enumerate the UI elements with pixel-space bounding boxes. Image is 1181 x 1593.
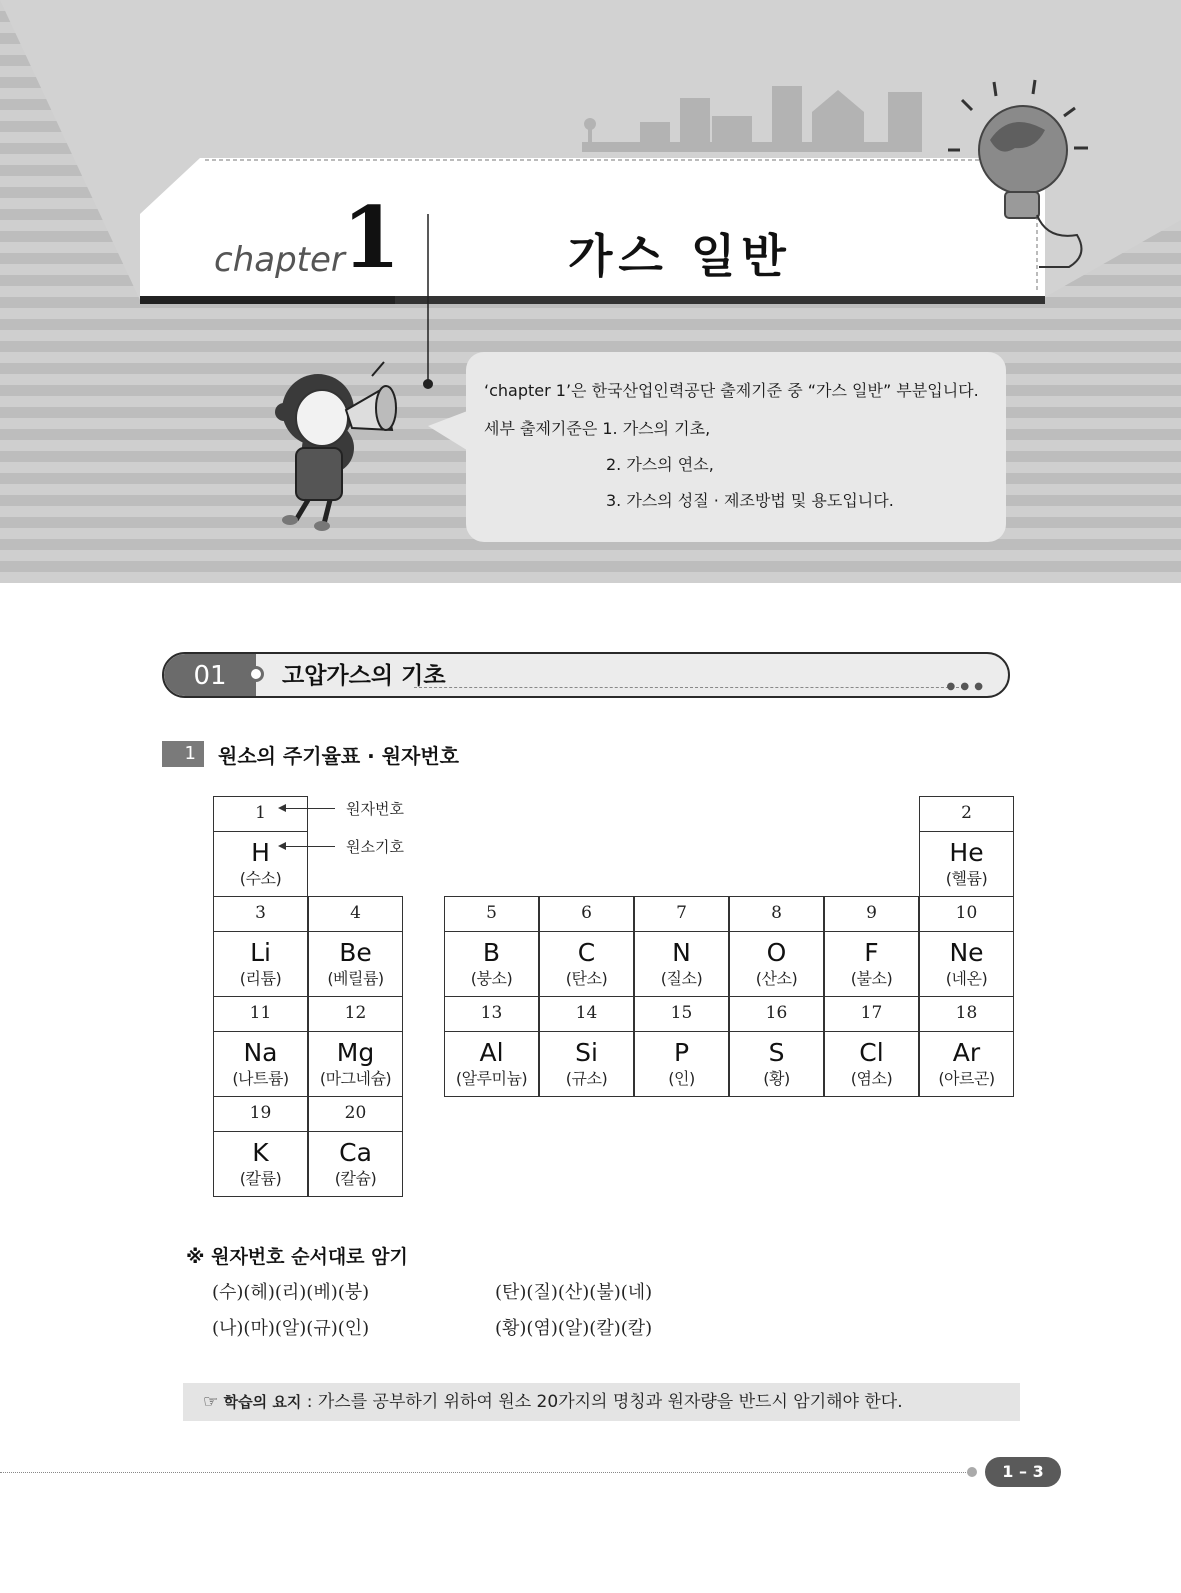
- footer-divider: [0, 1472, 972, 1473]
- memo-title: ※ 원자번호 순서대로 암기: [186, 1246, 408, 1268]
- element-cell: [213, 896, 308, 997]
- element-symbol: Be: [339, 938, 372, 967]
- section-heading: [162, 652, 1010, 698]
- element-name: (헬륨): [945, 869, 988, 888]
- element-cell: [444, 996, 539, 1097]
- element-name: (탄소): [565, 969, 608, 988]
- memo-row: (탄)(질)(산)(불)(네): [495, 1282, 653, 1303]
- memo-row: (수)(헤)(리)(베)(붕): [212, 1282, 370, 1303]
- element-atomic-number: 16: [730, 997, 823, 1032]
- element-atomic-number: 20: [309, 1097, 402, 1132]
- chapter-header: [0, 0, 1181, 583]
- element-symbol: Si: [575, 1038, 598, 1067]
- section-bullet-icon: [248, 666, 264, 682]
- element-name: (아르곤): [938, 1069, 995, 1088]
- element-name: (인): [668, 1069, 695, 1088]
- key-point-box: [183, 1383, 1020, 1421]
- element-cell: [308, 996, 403, 1097]
- chapter-label: chapter: [214, 240, 345, 280]
- header-illustration: [0, 0, 1181, 583]
- element-symbol: He: [949, 838, 984, 867]
- element-cell: [213, 996, 308, 1097]
- element-cell: [539, 896, 634, 997]
- element-atomic-number: 17: [825, 997, 918, 1032]
- element-name: (네온): [945, 969, 988, 988]
- chapter-title: 가스 일반: [568, 229, 792, 283]
- element-atomic-number: 3: [214, 897, 307, 932]
- element-name: (질소): [660, 969, 703, 988]
- element-symbol: Na: [243, 1038, 278, 1067]
- element-atomic-number: 4: [309, 897, 402, 932]
- element-name: (수소): [239, 869, 282, 888]
- element-cell: [444, 896, 539, 997]
- section-dots-icon: ● ● ●: [946, 681, 984, 692]
- section-number: 01: [164, 654, 256, 696]
- element-cell: [919, 896, 1014, 997]
- element-atomic-number: 14: [540, 997, 633, 1032]
- element-cell: [824, 896, 919, 997]
- element-name: (염소): [850, 1069, 893, 1088]
- element-cell: [729, 896, 824, 997]
- element-cell: [919, 796, 1014, 897]
- element-symbol: H: [251, 838, 270, 867]
- legend-atomic-number: 원자번호: [346, 800, 404, 818]
- element-name: (황): [763, 1069, 790, 1088]
- bubble-line-3: 2. 가스의 연소,: [606, 455, 714, 474]
- element-name: (리튬): [239, 969, 282, 988]
- legend-connector: [285, 846, 335, 847]
- element-symbol: O: [766, 938, 787, 967]
- subsection-title: 원소의 주기율표 · 원자번호: [218, 744, 460, 768]
- element-atomic-number: 9: [825, 897, 918, 932]
- element-symbol: N: [672, 938, 691, 967]
- element-symbol: S: [768, 1038, 785, 1067]
- element-name: (마그네슘): [319, 1069, 392, 1088]
- legend-symbol: 원소기호: [346, 838, 404, 856]
- element-atomic-number: 18: [920, 997, 1013, 1032]
- element-symbol: F: [864, 938, 879, 967]
- element-cell: [919, 996, 1014, 1097]
- city-skyline-icon: [582, 86, 922, 152]
- element-atomic-number: 15: [635, 997, 728, 1032]
- element-symbol: P: [673, 1038, 690, 1067]
- element-atomic-number: 13: [445, 997, 538, 1032]
- element-cell: [308, 896, 403, 997]
- element-symbol: Cl: [859, 1038, 884, 1067]
- element-atomic-number: 7: [635, 897, 728, 932]
- pointing-hand-icon: ☞: [203, 1392, 219, 1412]
- key-point-content: [203, 1383, 903, 1421]
- subsection-number: 1: [162, 741, 204, 767]
- element-name: (규소): [565, 1069, 608, 1088]
- footer-dot-icon: [967, 1467, 977, 1477]
- element-symbol: Al: [479, 1038, 504, 1067]
- element-atomic-number: 12: [309, 997, 402, 1032]
- memo-row: (나)(마)(알)(규)(인): [212, 1318, 370, 1339]
- element-symbol: Ne: [949, 938, 984, 967]
- element-name: (칼슘): [334, 1169, 377, 1188]
- element-symbol: Li: [250, 938, 271, 967]
- chapter-number: 1: [342, 188, 401, 287]
- element-cell: [308, 1096, 403, 1197]
- element-cell: [729, 996, 824, 1097]
- element-cell: [634, 996, 729, 1097]
- element-symbol: Ca: [339, 1138, 372, 1167]
- element-name: (베릴륨): [327, 969, 384, 988]
- page-number: 1 – 3: [985, 1457, 1061, 1487]
- bubble-line-1: ‘chapter 1’은 한국산업인력공단 출제기준 중 “가스 일반” 부분입니다.: [484, 381, 979, 400]
- element-cell: [634, 896, 729, 997]
- element-symbol: Ar: [952, 1038, 981, 1067]
- element-name: (붕소): [470, 969, 513, 988]
- legend-connector: [285, 808, 335, 809]
- element-symbol: K: [252, 1138, 269, 1167]
- element-atomic-number: 1: [214, 797, 307, 832]
- element-atomic-number: 10: [920, 897, 1013, 932]
- element-atomic-number: 11: [214, 997, 307, 1032]
- element-cell: [824, 996, 919, 1097]
- element-atomic-number: 2: [920, 797, 1013, 832]
- element-atomic-number: 5: [445, 897, 538, 932]
- key-point-text: : 가스를 공부하기 위하여 원소 20가지의 명칭과 원자량을 반드시 암기해야 한다.: [306, 1392, 903, 1412]
- key-point-label: 학습의 요지: [223, 1393, 302, 1411]
- element-name: (산소): [755, 969, 798, 988]
- element-name: (알루미늄): [455, 1069, 528, 1088]
- element-cell: [539, 996, 634, 1097]
- element-atomic-number: 6: [540, 897, 633, 932]
- element-cell: [213, 1096, 308, 1197]
- section-divider: [414, 687, 964, 688]
- element-symbol: B: [482, 938, 501, 967]
- bubble-line-2: 세부 출제기준은 1. 가스의 기초,: [484, 419, 711, 438]
- element-atomic-number: 8: [730, 897, 823, 932]
- memo-row: (황)(염)(알)(칼)(칼): [495, 1318, 653, 1339]
- section-title: 고압가스의 기초: [282, 663, 446, 689]
- element-name: (나트륨): [232, 1069, 289, 1088]
- element-atomic-number: 19: [214, 1097, 307, 1132]
- element-symbol: C: [577, 938, 596, 967]
- element-name: (칼륨): [239, 1169, 282, 1188]
- bubble-line-4: 3. 가스의 성질 · 제조방법 및 용도입니다.: [606, 491, 894, 510]
- element-name: (불소): [850, 969, 893, 988]
- element-symbol: Mg: [336, 1038, 375, 1067]
